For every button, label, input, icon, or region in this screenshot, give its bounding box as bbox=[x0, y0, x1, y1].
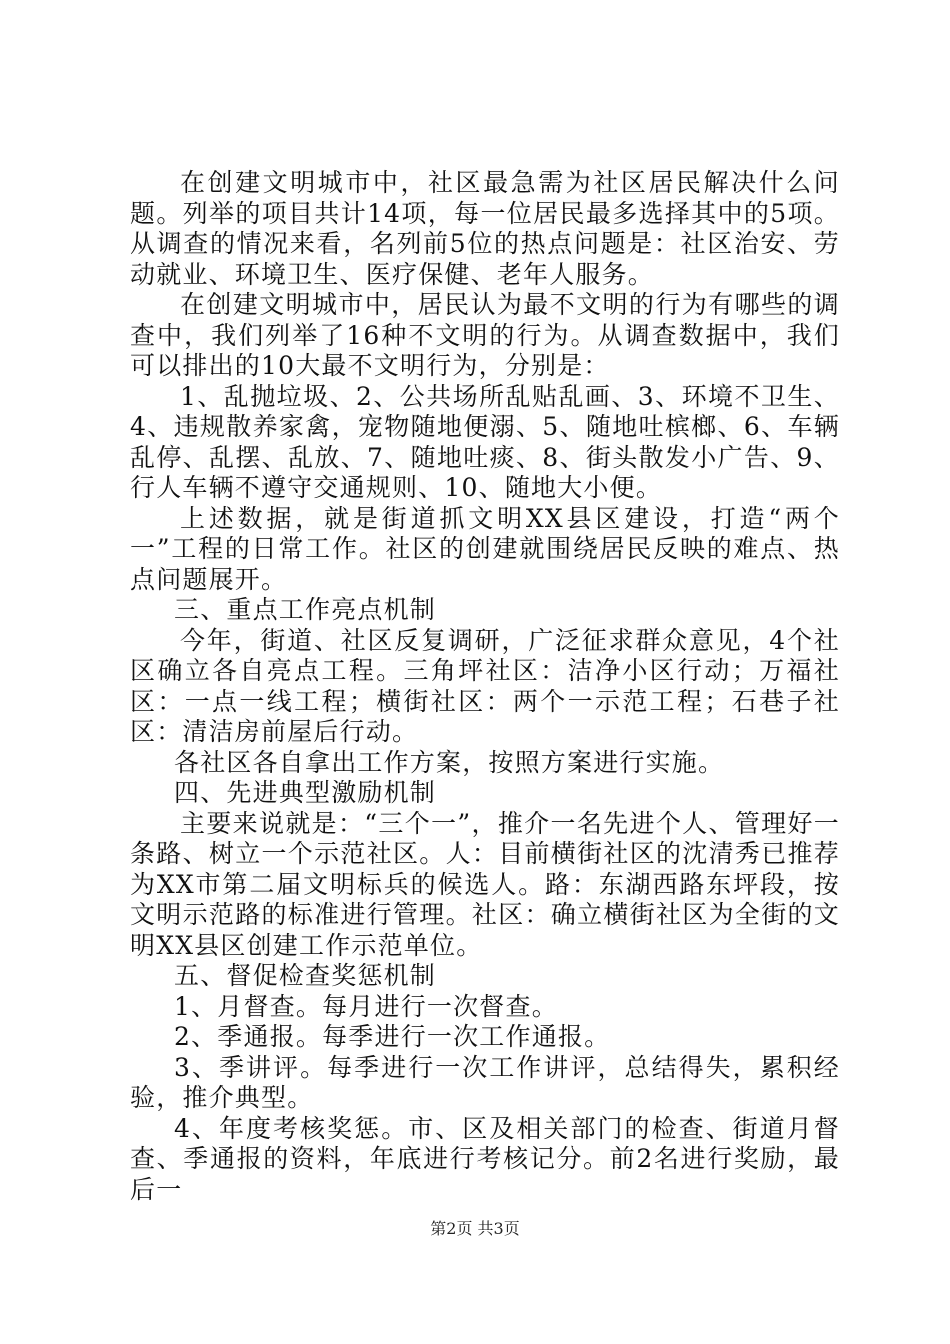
section-heading-5: 五、督促检查奖惩机制 bbox=[174, 961, 437, 990]
paragraph-work-plan: 各社区各自拿出工作方案，按照方案进行实施。 bbox=[174, 747, 725, 777]
page-number-footer: 第2页 共3页 bbox=[430, 1219, 520, 1238]
list-item-annual-assessment: 4、年度考核奖惩。市、区及相关部门的检查、街道月督查、季通报的资料，年底进行考核记分。前2名进行奖励，最后一 bbox=[130, 1113, 840, 1204]
paragraph-problems-survey: 在创建文明城市中，社区最急需为社区居民解决什么问题。列举的项目共计14项，每一位居民最多选择其中的5项。从调查的情况来看，名列前5位的热点问题是：社区治安、劳动就业、环境卫生、医疗保健、老年人服务。 bbox=[130, 168, 840, 289]
paragraph-uncivil-behavior-survey: 在创建文明城市中，居民认为最不文明的行为有哪些的调查中，我们列举了16种不文明的行为。从调查数据中，我们可以排出的10大最不文明行为，分别是： bbox=[130, 290, 840, 380]
list-item-quarterly-review: 3、季讲评。每季进行一次工作讲评，总结得失，累积经验，推介典型。 bbox=[130, 1052, 840, 1112]
section-heading-3: 三、重点工作亮点机制 bbox=[174, 595, 437, 624]
paragraph-top-ten-list: 1、乱抛垃圾、2、公共场所乱贴乱画、3、环境不卫生、4、违规散养家禽，宠物随地便溺、5、随地吐槟榔、6、车辆乱停、乱摆、乱放、7、随地吐痰、8、街头散发小广告、9、行人车辆不遵守交通规则、10、随地大小便。 bbox=[130, 381, 840, 502]
paragraph-data-summary: 上述数据，就是街道抓文明XX县区建设，打造“两个一”工程的日常工作。社区的创建就围绕居民反映的难点、热点问题展开。 bbox=[130, 503, 840, 594]
list-item-monthly-check: 1、月督查。每月进行一次督查。 bbox=[174, 991, 558, 1021]
section-heading-4: 四、先进典型激励机制 bbox=[174, 778, 437, 807]
document-body bbox=[130, 168, 840, 1205]
paragraph-three-ones: 主要来说就是：“三个一”，推介一名先进个人、管理好一条路、树立一个示范社区。人：目前横街社区的沈清秀已推荐为XX市第二届文明标兵的候选人。路：东湖西路东坪段，按文明示范路的标准进行管理。社区：确立横街社区为全街的文明XX县区创建工作示范单位。 bbox=[130, 808, 840, 960]
paragraph-highlight-projects: 今年，街道、社区反复调研，广泛征求群众意见，4个社区确立各自亮点工程。三角坪社区：洁净小区行动；万福社区：一点一线工程；横街社区：两个一示范工程；石巷子社区：清洁房前屋后行动。 bbox=[130, 625, 840, 746]
list-item-quarterly-report: 2、季通报。每季进行一次工作通报。 bbox=[174, 1022, 611, 1051]
